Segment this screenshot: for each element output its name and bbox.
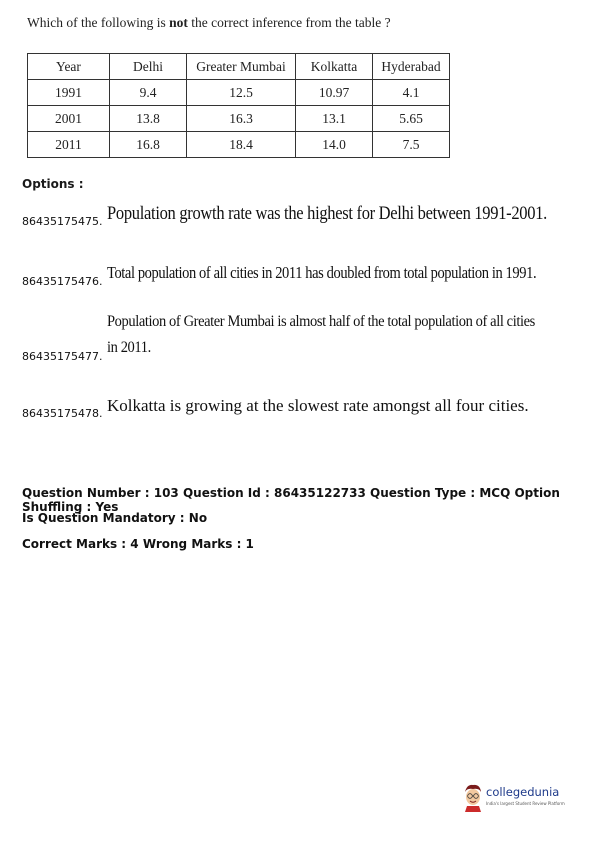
table-cell: 13.8 — [110, 106, 187, 132]
table-cell: 10.97 — [296, 80, 373, 106]
population-table — [27, 53, 450, 158]
table-cell: 16.8 — [110, 132, 187, 158]
table-cell: 18.4 — [187, 132, 296, 158]
table-cell: 12.5 — [187, 80, 296, 106]
table-cell: 14.0 — [296, 132, 373, 158]
table-header-cell: Delhi — [110, 54, 187, 80]
logo-tagline: India's largest Student Review Platform — [486, 801, 565, 806]
option-id: 86435175476. — [22, 275, 103, 288]
question-marks-line: Correct Marks : 4 Wrong Marks : 1 — [22, 537, 254, 551]
table-cell: 16.3 — [187, 106, 296, 132]
table-cell: 9.4 — [110, 80, 187, 106]
option-item[interactable] — [22, 312, 582, 363]
option-text: Population growth rate was the highest for Delhi between 1991-2001. — [107, 202, 547, 224]
option-item[interactable] — [22, 390, 582, 420]
option-text: Total population of all cities in 2011 has doubled from total population in 1991. — [107, 264, 537, 284]
option-item[interactable] — [22, 198, 582, 228]
question-mandatory-line: Is Question Mandatory : No — [22, 511, 208, 525]
question-meta-line: Question Number : 103 Question Id : 86435122733 Question Type : MCQ Option Shuffling : Yes — [22, 486, 560, 514]
option-id: 86435175477. — [22, 350, 103, 363]
table-cell: 4.1 — [373, 80, 450, 106]
question-prefix: Which of the following is — [27, 15, 170, 30]
option-text: Population of Greater Mumbai is almost half of the total population of all cities in 2011. — [107, 312, 535, 357]
options-label: Options : — [22, 177, 84, 191]
table-cell: 5.65 — [373, 106, 450, 132]
table-header-cell: Year — [28, 54, 110, 80]
table-row — [28, 106, 450, 132]
question-emphasis: not — [169, 15, 188, 30]
table-header-cell: Kolkatta — [296, 54, 373, 80]
table-header-cell: Greater Mumbai — [187, 54, 296, 80]
table-cell: 1991 — [28, 80, 110, 106]
option-id: 86435175478. — [22, 407, 103, 420]
table-cell: 13.1 — [296, 106, 373, 132]
mascot-face-icon — [462, 782, 484, 812]
option-item[interactable] — [22, 258, 582, 288]
table-cell: 2001 — [28, 106, 110, 132]
table-cell: 7.5 — [373, 132, 450, 158]
table-header-row — [28, 54, 450, 80]
table-row — [28, 80, 450, 106]
option-text: Kolkatta is growing at the slowest rate amongst all four cities. — [107, 396, 529, 416]
logo-name: collegedunia — [486, 785, 560, 799]
table-row — [28, 132, 450, 158]
table-cell: 2011 — [28, 132, 110, 158]
option-id: 86435175475. — [22, 215, 103, 228]
table-header-cell: Hyderabad — [373, 54, 450, 80]
collegedunia-logo — [462, 782, 572, 818]
question-text — [27, 15, 391, 31]
question-suffix: the correct inference from the table ? — [187, 15, 391, 30]
